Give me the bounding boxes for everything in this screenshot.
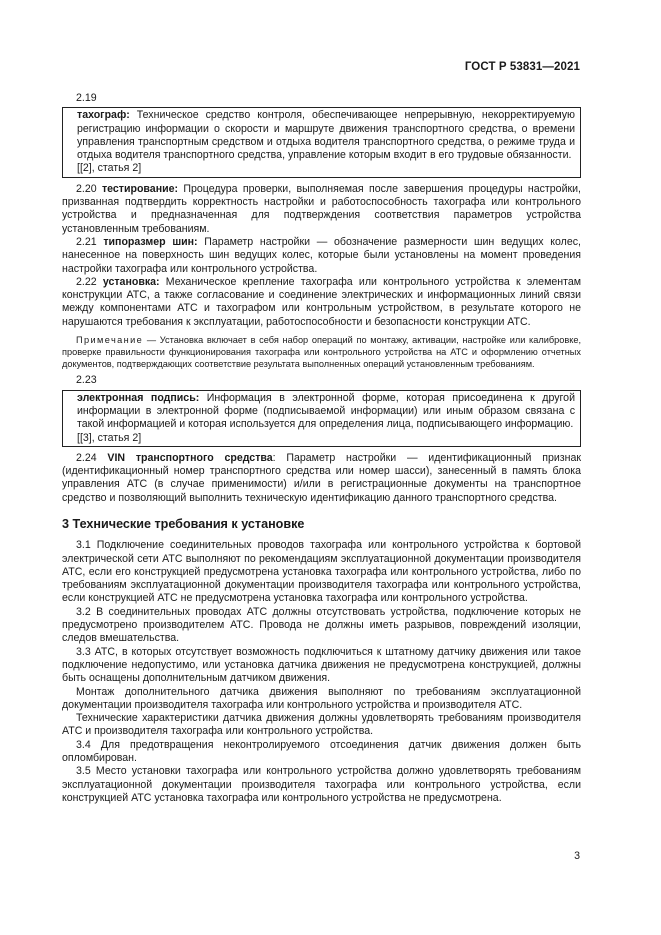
note-paragraph [62, 334, 581, 370]
term-name: установка: [102, 275, 160, 288]
term-paragraph [62, 276, 581, 329]
term-number: 2.24 [76, 451, 97, 464]
note-text: — Установка включает в себя набор операций по монтажу, активации, настройке или калибровке, проверке правильности функционирования тахографа или контрольного устройства на АТС и оформлению отчетных документов, подтверждающих соответствие результата выполненных операций установленным требованиям. [62, 335, 581, 370]
term-definition-box [62, 390, 581, 447]
term-text: Механическое крепление тахографа или контрольного устройства к элементам конструкции АТС, а также согласование и соединение электрических и информационных линий связи между компонентами АТС и тахографом или контрольным устройством, в результате которого не нарушаются требования к эксплуатации, работоспособности и безопасности конструкции АТС. [62, 275, 582, 328]
term-number: 2.20 [76, 182, 97, 195]
term-number: 2.21 [76, 235, 97, 248]
term-text: Техническое средство контроля, обеспечивающее непрерывную, некорректируемую регистрацию информации о скорости и маршруте движения транспортного средства, о времени управления транспортным средством и отдыха водителя транспортного средства, о режиме труда и отдыха водителя транспортного средства, управление которым входит в его трудовые обязанности. [77, 109, 575, 162]
term-name: тестирование: [101, 182, 179, 195]
document-body [62, 92, 581, 805]
term-number: 2.19 [76, 92, 97, 104]
term-paragraph [62, 183, 581, 236]
term-text: : Параметр настройки — идентификационный признак (идентификационный номер транспортного средства или номер шасси), занесенный в память блока управления АТС (в случае применимости) и/или в регистрационные документы на транспортное средство и позволяющий выполнить техническую идентификацию данного транспортного средства. [62, 451, 581, 504]
term-text: Параметр настройки — обозначение размерности шин ведущих колес, нанесенное на поверхность шин ведущих колес, которые были установлены на момент проведения настройки тахографа или контрольного устройства. [62, 235, 581, 275]
section-paragraph: Технические характеристики датчика движения должны удовлетворять требованиям производителя АТС и производителя тахографа или контрольного устройства. [62, 712, 581, 738]
section-paragraph: 3.5 Место установки тахографа или контрольного устройства должно удовлетворять требованиям эксплуатационной документации производителя тахографа или контрольного устройства, если конструкцией АТС установка тахографа или контрольного устройства не предусмотрена. [62, 765, 581, 804]
term-number: 2.22 [76, 275, 97, 288]
document-standard-number: ГОСТ Р 53831—2021 [464, 61, 580, 73]
term-paragraph [62, 236, 581, 276]
section-heading: 3 Технические требования к установке [62, 517, 305, 531]
term-text: Информация в электронной форме, которая присоединена к другой информации в электронной форме (подписываемой информации) или иным образом связана с такой информацией и которая используется для определения лица, подписывающего информацию. [77, 391, 575, 431]
term-definition-box [62, 107, 581, 177]
section-paragraph: Монтаж дополнительного датчика движения выполняют по требованиям эксплуатационной документации производителя тахографа или контрольного устройства и производителя АТС. [62, 685, 581, 711]
section-paragraph: 3.4 Для предотвращения неконтролируемого отсоединения датчик движения должен быть опломбирован. [62, 738, 581, 765]
term-name: VIN транспортного средства [107, 451, 273, 464]
term-source: [[3], статья 2] [77, 431, 142, 444]
term-source: [[2], статья 2] [77, 162, 142, 175]
term-number: 2.23 [76, 374, 97, 387]
term-paragraph [62, 452, 581, 505]
section-paragraph: 3.1 Подключение соединительных проводов тахографа или контрольного устройства к бортовой электрической сети АТС выполняют по рекомендациям эксплуатационной документации производителя АТС, если его конструкцией предусмотрена установка тахографа или контрольного устройства, либо по требованиям эксплуатационной документации производителя тахографа или контрольного устройства, если конструкцией АТС не предусмотрена установка тахографа или контрольного устройства. [62, 539, 581, 605]
term-name: тахограф: [77, 109, 130, 122]
term-name: типоразмер шин: [103, 235, 198, 248]
term-text: Процедура проверки, выполняемая после завершения процедуры настройки, призванная подтвердить корректность настройки и работоспособность тахографа или контрольного устройства и предназначенная для подтверждения соответствия параметров устройства установленным требованиям. [62, 182, 581, 235]
section-paragraph: 3.3 АТС, в которых отсутствует возможность подключиться к штатному датчику движения или такое подключение недопустимо, или установка датчика движения не предусмотрена конструкцией, должны быть оснащены дополнительным датчиком движения. [62, 645, 581, 685]
page-number: 3 [574, 850, 580, 862]
term-definition [77, 109, 575, 162]
term-definition [77, 392, 575, 432]
note-label: Примечание [76, 335, 144, 346]
section-paragraph: 3.2 В соединительных проводах АТС должны отсутствовать устройства, подключение которых не предусмотрено производителем АТС. Провода не должны иметь разрывов, повреждений изоляции, следов вмешательства. [62, 605, 581, 645]
term-name: электронная подпись: [77, 391, 200, 404]
